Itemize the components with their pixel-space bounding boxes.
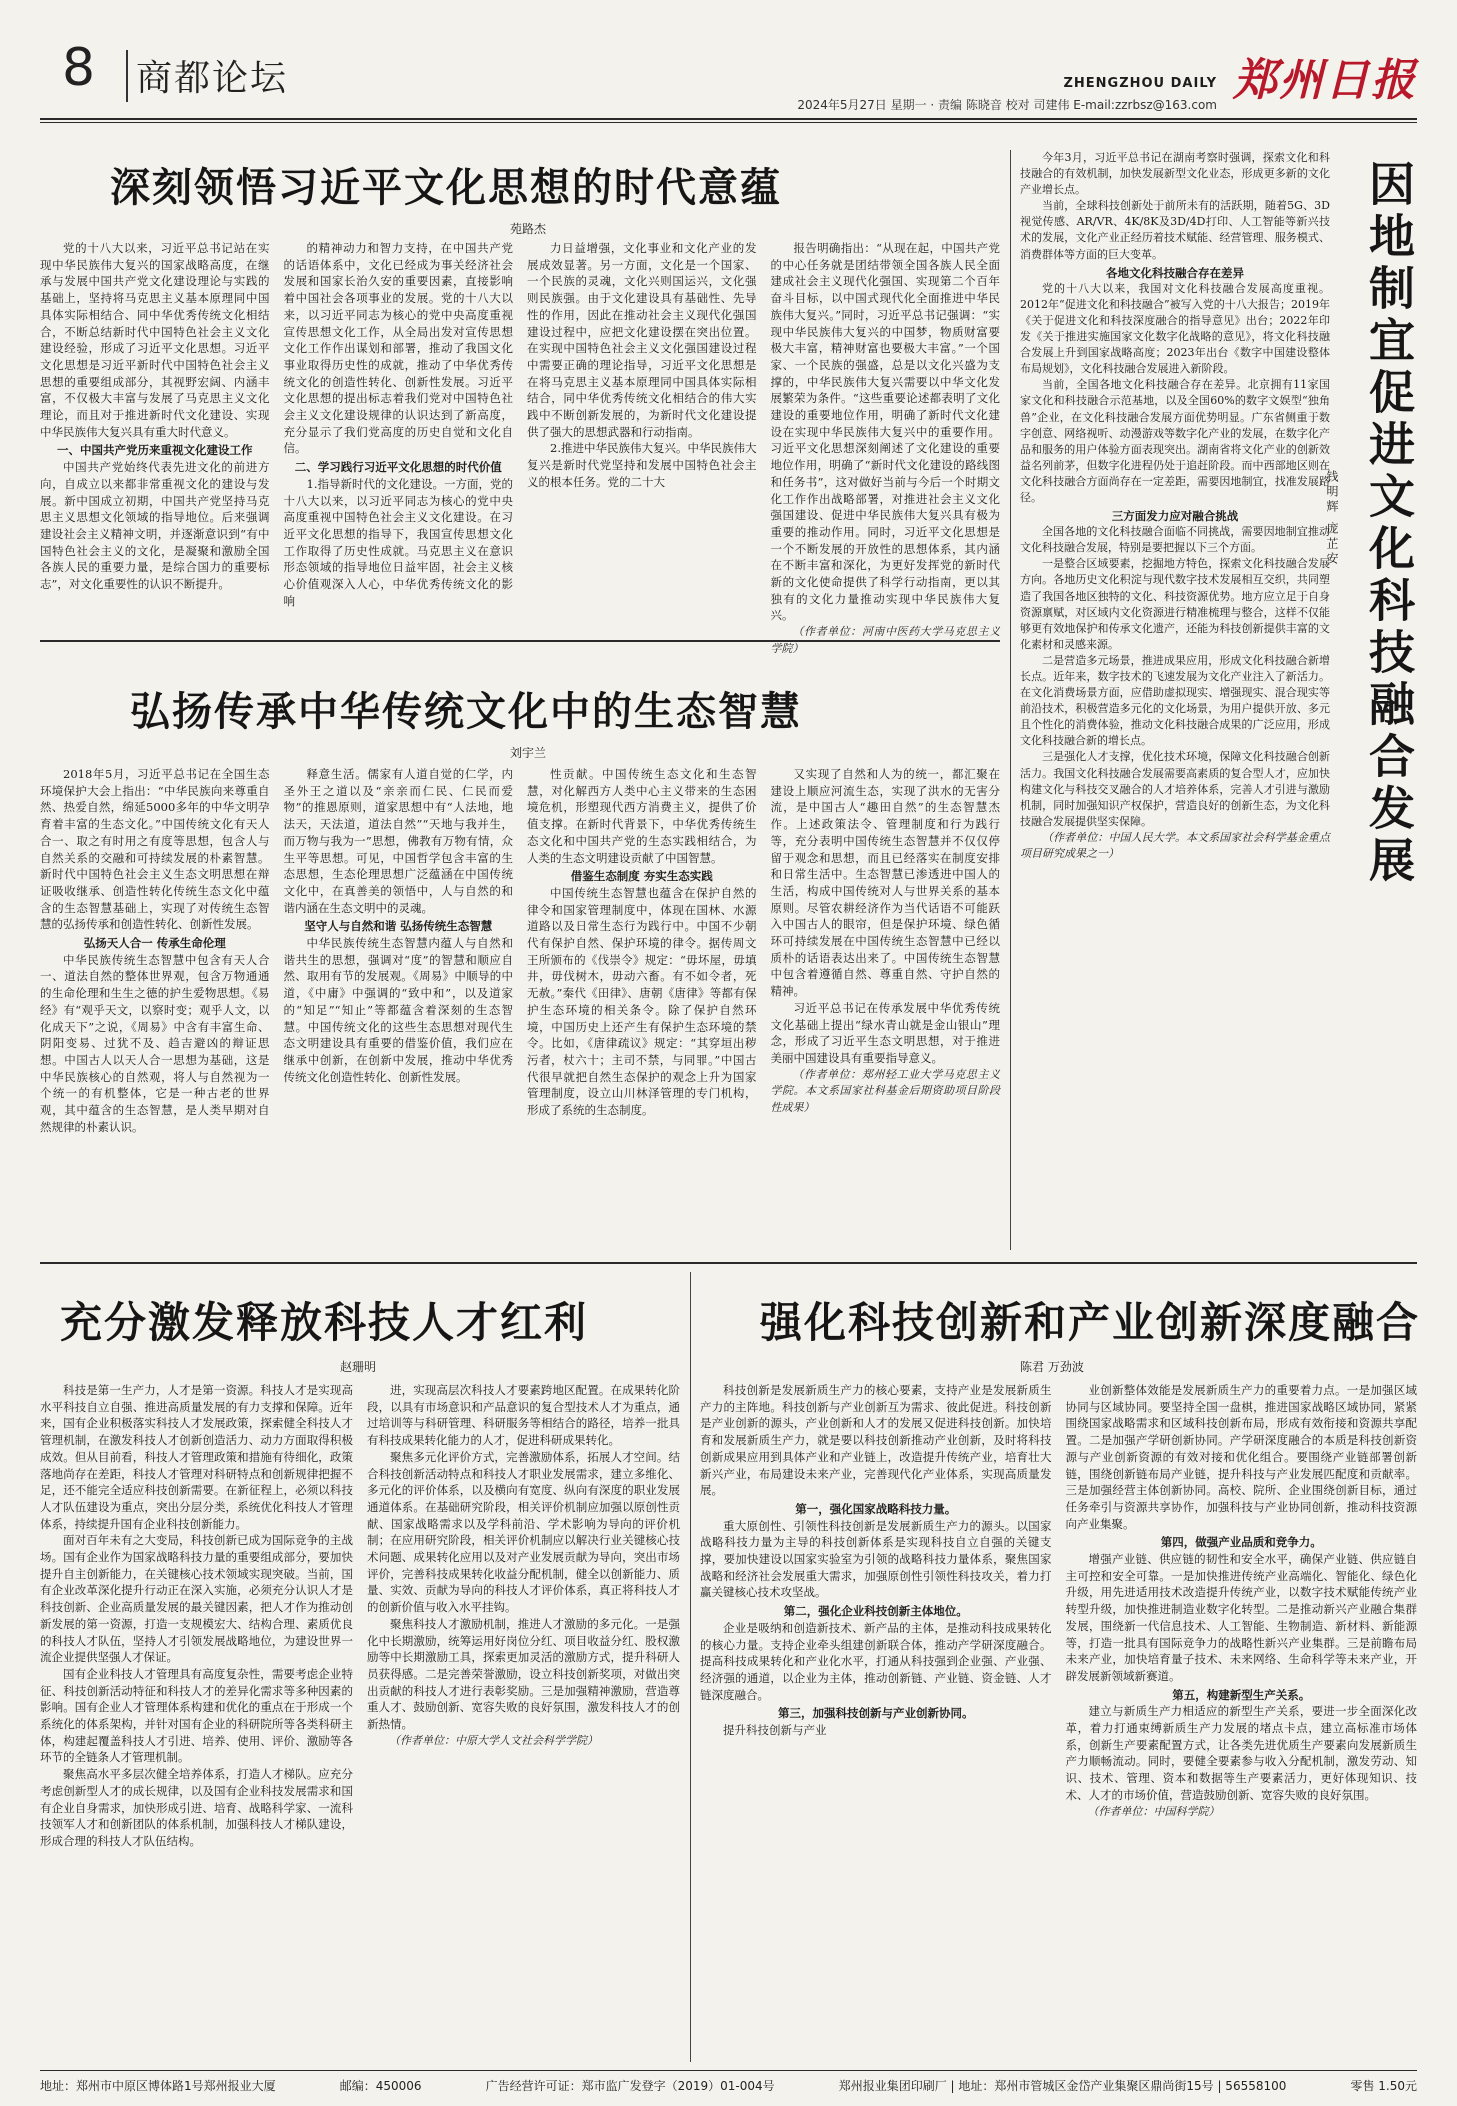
author-note: （作者单位：中国科学院） <box>1087 1804 1220 1818</box>
article-1 <box>40 140 1000 655</box>
subheading: 三方面发力应对融合挑战 <box>1111 509 1239 524</box>
footer-printer: 郑州报业集团印刷厂 | 地址：郑州市管城区金岱产业集聚区鼎尚街15号 | 56558100 <box>838 2079 1287 2093</box>
article-5-body <box>1020 150 1330 1245</box>
paragraph: 三是强化人才支撑，优化技术环境，保障文化科技融合创新活力。我国文化科技融合发展需要高素质的复合型人才，应加快构建文化与科技交叉融合的人才培养体系，完善人才引进与激励机制，同时加强知识产权保护，营造良好的创新生态，为文化科技融合发展提供坚实保障。 <box>1020 750 1330 828</box>
article-3-col-1 <box>40 1382 353 2057</box>
paragraph: 中国共产党始终代表先进文化的前进方向，自成立以来都非常重视文化的建设与发展。新中国成立初期，中国共产党坚持马克思主义思想文化领域的指导地位。后来强调建设社会主义精神文明，并逐渐意识到“有中国特色社会主义的文化，是凝聚和激励全国各族人民的重要力量，是综合国力的重要标志”，对文化重要性的认识不断提升。 <box>40 460 270 592</box>
rule-after-article-1 <box>40 640 1000 642</box>
article-1-author: 苑路杰 <box>510 222 547 236</box>
paragraph: 2.推进中华民族伟大复兴。中华民族伟大复兴是新时代党坚持和发展中国特色社会主义的根本任务。党的二十大 <box>527 441 757 489</box>
article-3-author: 赵珊明 <box>340 1360 377 1374</box>
article-2-author: 刘宇兰 <box>510 746 547 760</box>
article-1-col-4 <box>770 240 1001 655</box>
footer-price: 零售 1.50元 <box>1350 2079 1417 2093</box>
article-4-col-1 <box>700 1382 1052 2057</box>
paragraph: 的精神动力和智力支持，在中国共产党的话语体系中，文化已经成为事关经济社会发展和国家长治久安的重要因素，直接影响着中国社会各项事业的发展。党的十八大以来，以习近平同志为核心的党中央高度重视宣传思想文化工作，从全局出发对宣传思想文化工作作出谋划和部署，推动了我国文化事业取得历史性的成就，推动了中华优秀传统文化的创造性转化、创新性发展。习近平文化思想的提出标志着我们党对中国特色社会主义文化建设规律的认识达到了新高度，充分显示了我们党高度的历史自觉和文化自信。 <box>283 241 513 456</box>
footer-postcode: 邮编：450006 <box>339 2079 422 2093</box>
paragraph: 中华民族传统生态智慧中包含有天人合一、道法自然的整体世界观，包含万物通通的生命伦理和生生之德的护生爱物思想。《易经》有“观乎天文，以察时变；观乎人文，以化成天下”之说，《周易》中含有丰富生命、阴阳变易、过犹不及、趋吉避凶的辩证思想。中国古人以天人合一思想为基础，这是中华民族核心的自然观，将人与自然视为一个统一的有机整体，它是一种古老的世界观，其中蕴含的生态智慧，是人类早期对自然规律的朴素认识。 <box>40 952 270 1134</box>
paragraph: 重大原创性、引领性科技创新是发展新质生产力的源头。以国家战略科技力量为主导的科技创新体系是实现科技自立自强的关键支撑，要加快建设以国家实验室为引领的战略科技力量体系，聚焦国家战略和经济社会发展重大需求，加强原创性引领性科技攻关，着力打赢关键核心技术攻坚战。 <box>700 1518 1052 1600</box>
paper-english-name: ZHENGZHOU DAILY <box>1063 76 1217 91</box>
paragraph: 又实现了自然和人为的统一，都汇聚在建设上顺应河流生态，实现了洪水的无害分流，是中国古人“趣田自然”的生态智慧杰作。上述政策法令、管理制度和行为践行等，充分表明中国传统生态智慧并不仅仅停留于观念和思想，而且已经落实在制度安排和日常生活中。生态智慧已渗透进中国人的生活，构成中国传统对人与世界关系的基本原则。尽管农耕经济作为当代话语不可能跃入中国古人的眼帘，但是保护环境、绿色循环可持续发展在中国传统生态智慧中已经以质朴的话语表达出来了。中国传统生态智慧中包含着遵循自然、尊重自然、守护自然的精神。 <box>770 767 1000 999</box>
article-1-col-1 <box>40 240 270 610</box>
paragraph: 全国各地的文化科技融合面临不同挑战，需要因地制宜推动文化科技融合发展，特别是要把握以下三个方面。 <box>1020 525 1330 555</box>
rule-middle <box>40 1262 1417 1264</box>
paragraph: 当前，全国各地文化科技融合存在差异。北京拥有11家国家文化和科技融合示范基地，以及全国60%的数字文娱型“独角兽”企业，在文化科技融合发展方面优势明显。广东省侧重于数字创意、网络视听、动漫游戏等数字化产业的发展，在数字化产品和服务的用户体验方面表现突出。湖南省将文化产业的创新效益名列前茅，但数字化进程仍处于追赶阶段。而中西部地区则在文化科技融合方面尚存在一定差距，需要因地制宜，找准发展路径。 <box>1020 378 1330 504</box>
masthead <box>40 30 1417 140</box>
masthead-divider <box>126 50 128 102</box>
article-2-col-2 <box>284 766 514 1242</box>
paragraph: 性贡献。中国传统生态文化和生态智慧，对化解西方人类中心主义带来的生态困境危机，形塑现代西方消费主义，提供了价值支撑。在新时代背景下，中华优秀传统生态文化和中国共产党的生态实践相结合，为人类的生态文明建设贡献了中国智慧。 <box>527 767 757 865</box>
author-note: （作者单位：中国人民大学。本文系国家社会科学基金重点项目研究成果之一） <box>1020 830 1330 861</box>
article-3-headline: 充分激发释放科技人才红利 <box>60 1298 589 1347</box>
paragraph: 增强产业链、供应链的韧性和安全水平，确保产业链、供应链自主可控和安全可靠。一是加快推进传统产业高端化、智能化、绿色化升级，用先进适用技术改造提升传统产业，以数字技术赋能传统产业转型升级，加快推进制造业数字化转型。二是推动新兴产业融合集群发展，围绕新一代信息技术、人工智能、生物制造、新材料、新能源等，打造一批具有国际竞争力的战略性新兴产业集群。三是前瞻布局未来产业，加快培育量子技术、未来网络、生命科学等未来产业，开辟发展新领域新赛道。 <box>1065 1552 1417 1683</box>
article-5-author: 钱明辉 庞芷安 <box>1325 470 1339 567</box>
section-name: 商都论坛 <box>136 58 289 99</box>
article-1-col-2 <box>284 240 514 610</box>
author-note: （作者单位：中原大学人文社会科学学院） <box>389 1733 598 1747</box>
paragraph: 建立与新质生产力相适应的新型生产关系，要进一步全面深化改革，着力打通束缚新质生产力发展的堵点卡点，建立高标准市场体系，创新生产要素配置方式，让各类先进优质生产要素向发展新质生产力顺畅流动。同时，要健全要素参与收入分配机制，激发劳动、知识、技术、管理、资本和数据等生产要素活力，更好体现知识、技术、人才的市场价值，营造鼓励创新、宽容失败的良好氛围。 <box>1065 1704 1417 1802</box>
article-4-headline: 强化科技创新和产业创新深度融合 <box>760 1298 1421 1347</box>
paragraph: 聚焦多元化评价方式，完善激励体系，拓展人才空间。结合科技创新活动特点和科技人才职业发展需求，建立多维化、多元化的评价体系，以及横向有宽度、纵向有深度的职业发展通道体系。在基础研究阶段，相关评价机制应加强以原创性贡献、国家战略需求以及学科前沿、学术影响为导向的评价机制；在应用研究阶段，相关评价机制应以解决行业关键核心技术问题、成果转化应用以及对产业发展贡献为导向，突出市场评价，完善科技成果转化收益分配机制，健全以创新能力、质量、实效、贡献为导向的科技人才评价体系，真正将科技人才的创新价值与收入水平挂钩。 <box>367 1449 680 1615</box>
footer-license: 广告经营许可证：郑市监广发登字（2019）01-004号 <box>485 2079 775 2093</box>
subheading: 二、学习践行习近平文化思想的时代价值 <box>294 460 502 475</box>
column-rule-bottom <box>690 1272 691 2062</box>
subheading: 弘扬天人合一 传承生命伦理 <box>83 936 226 951</box>
subheading: 第一，强化国家战略科技力量。 <box>795 1501 957 1516</box>
article-1-headline: 深刻领悟习近平文化思想的时代意蕴 <box>110 164 782 211</box>
article-2-body <box>40 766 1000 1242</box>
article-3-body <box>40 1382 680 2057</box>
article-3-col-2 <box>367 1382 680 2057</box>
paragraph: 提升科技创新与产业 <box>723 1723 827 1738</box>
subheading: 借鉴生态制度 夯实生态实践 <box>570 869 713 884</box>
paragraph: 释意生活。儒家有人道自觉的仁学，内圣外王之道以及“亲亲而仁民、仁民而爱物”的推恩原则，道家思想中有“人法地，地法天，天法道，道法自然”“天地与我并生，而万物与我为一”思想，佛教有万物有情，众生平等思想。可见，中国哲学包含丰富的生态思想，生态伦理思想广泛蕴涵在中国传统文化中，在真善美的领悟中，人与自然的和谐内涵在生态文明中的灵魂。 <box>283 767 513 915</box>
article-2-headline: 弘扬传承中华传统文化中的生态智慧 <box>130 688 802 735</box>
subheading: 各地文化科技融合存在差异 <box>1106 265 1244 280</box>
paragraph: 今年3月，习近平总书记在湖南考察时强调，探索文化和科技融合的有效机制，加快发展新型文化业态，形成更多新的文化产业增长点。 <box>1020 151 1330 197</box>
paragraph: 业创新整体效能是发展新质生产力的重要着力点。一是加强区域协同与区域协同。要坚持全国一盘棋，推进国家战略区域协同，紧紧围绕国家战略需求和区域科技创新布局，形成有效衔接和资源共享配置。二是加强产学研创新协同。产学研深度融合的本质是科技创新资源与产业创新资源的有效对接和优化组合。要围绕产业链部署创新链，围绕创新链布局产业链，提升科技与产业发展匹配度和贡献率。三是加强经营主体创新协同。高校、院所、企业围绕创新目标，通过任务牵引与资源共享协作，加强科技与产业协同创新，推动科技资源向产业集聚。 <box>1065 1383 1417 1531</box>
paragraph: 一是整合区域要素，挖掘地方特色，探索文化科技融合发展方向。各地历史文化积淀与现代数字技术发展相互交织，共同塑造了我国各地区独特的文化、科技资源优势。地方应立足于自身资源禀赋，对区域内文化资源进行精准梳理与整合，这样不仅能够更有效地保护和传承文化遗产，还能为科技创新提供丰富的文化素材和灵感来源。 <box>1020 557 1330 651</box>
paragraph: 2018年5月，习近平总书记在全国生态环境保护大会上指出：“中华民族向来尊重自然、热爱自然，绵延5000多年的中华文明孕育着丰富的生态文化。”中国传统文化有天人合一、取之有时用之有度等思想，包含人与自然关系的交融和可持续发展的朴素智慧。新时代中国特色社会主义生态文明思想在辩证吸收继承、创造性转化传统生态文化中蕴含的生态智慧基础上，实现了对传统生态智慧的弘扬传承和创造性转化、创新性发展。 <box>40 767 270 932</box>
article-5-headline: 因地制宜促进文化科技融合发展 <box>1362 160 1416 888</box>
page-footer <box>40 2070 1417 2094</box>
masthead-rule-thin <box>40 122 1417 123</box>
dateline: 2024年5月27日 星期一 · 责编 陈晓音 校对 司建伟 E-mail:zzrbsz@163.com <box>797 98 1217 112</box>
article-3 <box>40 1272 680 2062</box>
paragraph: 党的十八大以来，习近平总书记站在实现中华民族伟大复兴的国家战略高度，在继承与发展中国共产党文化建设理论与实践的基础上，坚持将马克思主义基本原理同中国具体实际相结合、同中华优秀传统文化相结合，不断总结新时代中国特色社会主义文化建设经验，形成了习近平文化思想。习近平文化思想是习近平新时代中国特色社会主义思想的重要组成部分，其视野宏阔、内涵丰富，不仅极大丰富与发展了马克思主义文化理论，而且对于推进新时代文化建设、实现中华民族伟大复兴具有重大时代意义。 <box>40 241 270 439</box>
paragraph: 面对百年未有之大变局，科技创新已成为国际竞争的主战场。国有企业作为国家战略科技力量的重要组成部分，要加快提升自主创新能力，在关键核心技术领域实现突破。当前，国有企业改革深化提升行动正在深入实施，必须充分认识人才是科技创新、企业高质量发展的最关键因素，把人才作为推动创新发展的第一资源，打造一支规模宏大、结构合理、素质优良的科技人才队伍，坚持人才引领发展战略地位，为建设世界一流企业提供坚强人才保证。 <box>40 1533 353 1665</box>
subheading: 一、中国共产党历来重视文化建设工作 <box>57 443 253 458</box>
footer-address: 地址：郑州市中原区博体路1号郑州报业大厦 <box>40 2079 276 2093</box>
article-5-col-1 <box>1020 150 1330 1245</box>
paragraph: 中华民族传统生态智慧内蕴人与自然和谐共生的思想，强调对“度”的智慧和顺应自然、取用有节的发展观。《周易》中顺导的中道，《中庸》中强调的“致中和”，以及道家的“知足”“知止”等都蕴含着深刻的生态智慧。中国传统文化的这些生态思想对现代生态文明建设具有重要的借鉴价值，我们应在继承中创新，在创新中发展，推动中华优秀传统文化创造性转化、创新性发展。 <box>283 936 513 1084</box>
paragraph: 力日益增强，文化事业和文化产业的发展成效显著。另一方面，文化是一个国家、一个民族的灵魂，文化兴则国运兴，文化强则民族强。由于文化建设具有基础性、先导性的作用，因此在推动社会主义现代化强国建设过程中，应把文化建设摆在突出位置。在实现中国特色社会主义文化强国建设过程中需要正确的理论指导，习近平文化思想是在将马克思主义基本原理同中国具体实际相结合，同中华优秀传统文化相结合的伟大实践中不断创新发展的，为新时代文化建设提供了强大的思想武器和行动指南。 <box>527 241 757 439</box>
subheading: 第四，做强产业品质和竞争力。 <box>1160 1535 1322 1550</box>
paragraph: 国有企业科技人才管理具有高度复杂性，需要考虑企业特征、科技创新活动特征和科技人才的差异化需求等多种因素的影响。国有企业人才管理体系构建和优化的重点在于形成一个系统化的体系架构，并针对国有企业的科研院所等各类科研主体，构建起覆盖科技人才引进、培养、使用、评价、激励等各环节的全链条人才管理机制。 <box>40 1666 353 1765</box>
paragraph: 习近平总书记在传承发展中华优秀传统文化基础上提出“绿水青山就是金山银山”理念，形成了习近平生态文明思想，对于推进美丽中国建设具有重要指导意义。 <box>770 1000 1000 1065</box>
article-1-body <box>40 240 1000 655</box>
column-rule-right <box>1010 150 1011 1250</box>
paragraph: 聚焦科技人才激励机制，推进人才激励的多元化。一是强化中长期激励，统筹运用好岗位分红、项目收益分红、股权激励等中长期激励工具，探索更加灵活的激励方式，提升科研人员获得感。二是完善荣誉激励，设立科技创新奖项，对做出突出贡献的科技人才进行表彰奖励。三是加强精神激励，营造尊重人才、鼓励创新、宽容失败的良好氛围，激发科技人才的创新热情。 <box>367 1616 680 1732</box>
article-4-body <box>700 1382 1417 2057</box>
paragraph: 科技是第一生产力，人才是第一资源。科技人才是实现高水平科技自立自强、推进高质量发展的有力支撑和保障。近年来，国有企业积极落实科技人才发展政策，探索健全科技人才管理机制，在激发科技人才创新创造活力、动力方面取得积极成效。但从目前看，科技人才管理政策和措施有待细化，政策落地尚存在差距，科技人才管理对科研特点和创新规律把握不足，还不能完全适应科技创新需要。在新征程上，必须以科技人才队伍建设为重点，突出分层分类，系统优化科技人才管理体系，持续提升国有企业科技创新能力。 <box>40 1383 353 1531</box>
article-4-col-2 <box>1066 1382 1418 2057</box>
paragraph: 二是营造多元场景，推进成果应用，形成文化科技融合新增长点。近年来，数字技术的飞速发展为文化产业注入了新活力。在文化消费场景方面，应借助虚拟现实、增强现实、混合现实等前沿技术，积极营造多元化的文化场景，为用户提供开放、多元且个性化的消费体验，推动文化科技融合成果的广泛应用，形成文化科技融合新的增长点。 <box>1020 653 1330 748</box>
page-number: 8 <box>62 38 96 98</box>
paragraph: 企业是吸纳和创造新技术、新产品的主体，是推动科技成果转化的核心力量。支持企业牵头组建创新联合体，推动产学研深度融合。提高科技成果转化和产业化水平，打通从科技强到企业强、产业强、经济强的通道，以企业为主体，推动创新链、产业链、资金链、人才链深度融合。 <box>700 1620 1052 1702</box>
article-4 <box>700 1272 1421 2062</box>
article-1-col-3 <box>527 240 757 610</box>
paragraph: 聚焦高水平多层次健全培养体系，打造人才梯队。应充分考虑创新型人才的成长规律，以及国有企业科技发展需求和国有企业自身需求，加快形成引进、培育、战略科学家、一流科技领军人才和创新团队的体系机制，加强科技人才梯队建设，形成合理的科技人才队伍结构。 <box>40 1767 353 1848</box>
newspaper-logo: 郑州日报 <box>1233 55 1417 106</box>
paragraph: 进，实现高层次科技人才要素跨地区配置。在成果转化阶段，以具有市场意识和产品意识的复合型技术人才为重点，通过培训等与科研管理、科研服务等相结合的路径，培养一批具有科技成果转化能力的人才，促进科研成果转化。 <box>367 1383 680 1448</box>
subheading: 第三，加强科技创新与产业创新协同。 <box>778 1706 974 1721</box>
paragraph: 科技创新是发展新质生产力的核心要素，支持产业是发展新质生产力的主阵地。科技创新与产业创新互为需求、彼此促进。科技创新是产业创新的源头，产业创新和人才的发展又促进科技创新。加快培育和发展新质生产力，就是要以科技创新推动产业创新，及时将科技创新成果应用到具体产业和产业链上，改造提升传统产业，培育壮大新兴产业，布局建设未来产业，完善现代化产业体系，实现高质量发展。 <box>700 1383 1052 1498</box>
paragraph: 报告明确指出：“从现在起，中国共产党的中心任务就是团结带领全国各族人民全面建成社会主义现代化强国、实现第二个百年奋斗目标，以中国式现代化全面推进中华民族伟大复兴。”同时，习近平总书记强调：“实现中华民族伟大复兴的中国梦，物质财富要极大丰富，精神财富也要极大丰富。”一个国家、一个民族的强盛，总是以文化兴盛为支撑的，中华民族伟大复兴需要以中华文化发展繁荣为条件。“这些重要论述都表明了文化建设的重要地位作用，明确了新时代文化建设在实现中华民族伟大复兴中的重要作用。习近平文化思想深刻阐述了文化建设的重要地位作用，明确了“新时代文化建设的路线图和任务书”，这对做好当前与今后一个时期文化工作作出战略部署，对推进社会主义文化强国建设、促进中华民族伟大复兴具有极为重要的推动作用。同时，习近平文化思想是一个不断发展的开放性的思想体系，其内涵在不断丰富和深化，为更好发挥党的新时代新的文化使命提供了科学行动指南，更以其独有的文化力量推动实现中华民族伟大复兴。 <box>770 241 1000 623</box>
author-note: （作者单位：河南中医药大学马克思主义学院） <box>770 625 1000 655</box>
paragraph: 党的十八大以来，我国对文化科技融合发展高度重视。2012年“促进文化和科技融合”被写入党的十八大报告；2019年《关于促进文化和科技深度融合的指导意见》出台；2022年印发《关于推进实施国家文化数字化战略的意见》，将文化科技融合发展上升到国家战略高度；2023年出台《数字中国建设整体布局规划》，文化科技融合发展进入新阶段。 <box>1020 281 1330 376</box>
article-2 <box>40 650 1000 1250</box>
paragraph: 当前，全球科技创新处于前所未有的活跃期，随着5G、3D视觉传感、AR/VR、4K/8K及3D/4D打印、人工智能等新兴技术的发展，文化产业正经历着技术赋能、经营管理、服务模式、消费群体等方面的巨大变革。 <box>1020 199 1330 261</box>
author-note: （作者单位：郑州轻工业大学马克思主义学院。本文系国家社科基金后期资助项目阶段性成果） <box>770 1067 1000 1115</box>
article-4-author: 陈君 万劲波 <box>1020 1360 1084 1374</box>
subheading: 第五，构建新型生产关系。 <box>1172 1687 1311 1702</box>
paragraph: 1.指导新时代的文化建设。一方面，党的十八大以来，以习近平同志为核心的党中央高度重视中国特色社会主义文化建设。在习近平文化思想的指导下，我国宣传思想文化工作取得了历史性成就。马克思主义在意识形态领域的指导地位日益牢固，社会主义核心价值观深入人心，中华优秀传统文化的影响 <box>283 476 513 608</box>
masthead-rule <box>40 118 1417 120</box>
paragraph: 中国传统生态智慧也蕴含在保护自然的律令和国家管理制度中，体现在国林、水源道路以及日常生态行为践行中。中国不少朝代有保护自然、保护环境的律令。据传周文王所颁布的《伐崇令》规定：“毋坏屋，毋填井，毋伐树木，毋动六畜。有不如令者，死无赦。”秦代《田律》、唐朝《唐律》等都有保护生态环境的相关条令。除了保护自然环境，中国历史上还产生有保护生态环境的禁令。比如，《唐律疏议》规定：“其穿垣出秽污者，杖六十；主司不禁，与同罪。”中国古代很早就把自然生态保护的观念上升为国家管理制度，设立山川林泽管理的专门机构，形成了系统的生态制度。 <box>527 885 757 1118</box>
subheading: 第二，强化企业科技创新主体地位。 <box>783 1604 968 1619</box>
article-2-col-1 <box>40 766 270 1242</box>
article-2-col-4 <box>771 766 1001 1242</box>
subheading: 坚守人与自然和谐 弘扬传统生态智慧 <box>304 919 493 934</box>
article-2-col-3 <box>527 766 757 1242</box>
